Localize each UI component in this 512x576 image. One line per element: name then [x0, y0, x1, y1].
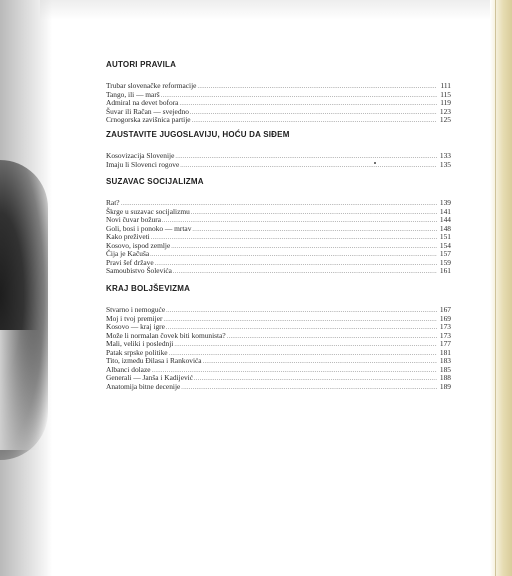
dot-leader [179, 100, 437, 109]
entry-page-number: 154 [439, 240, 451, 250]
entry-page-number: 148 [439, 223, 451, 233]
toc-entry [106, 383, 451, 392]
entry-page-number: 141 [439, 206, 451, 216]
entry-title: Kosovo, ispod zemlje [106, 240, 171, 250]
entry-page-number: 119 [440, 98, 451, 107]
dot-leader [227, 333, 437, 342]
dot-leader [171, 243, 437, 252]
entry-page-number: 125 [439, 115, 451, 124]
entry-page-number: 139 [439, 198, 451, 207]
entry-title: Šuvar ili Račan — svejedno [106, 106, 189, 116]
gutter-fade [0, 330, 40, 450]
entry-title: Crnogorska zavišnica partije [106, 115, 191, 124]
dot-leader [150, 251, 437, 260]
toc-entry [106, 225, 451, 234]
section-title: ZAUSTAVITE JUGOSLAVIJU, HOĆU DA SIĐEM [106, 130, 290, 139]
dot-leader [197, 83, 437, 92]
entry-title: Rat? [106, 198, 120, 207]
entry-page-number: 144 [439, 215, 451, 224]
dot-leader [192, 226, 437, 235]
entry-title: Albanci dolaze [106, 364, 151, 374]
entry-title: Stvarno i nemoguće [106, 305, 166, 314]
dot-leader [174, 341, 437, 350]
entry-page-number: 189 [439, 381, 451, 391]
entry-title: Škrge u suzavac socijalizmu [106, 206, 190, 216]
entry-page-number: 167 [439, 305, 451, 314]
entry-title: Moj i tvoj premijer [106, 313, 163, 323]
dot-leader [181, 384, 437, 393]
entry-page-number: 185 [439, 364, 451, 374]
entry-page-number: 135 [439, 159, 451, 169]
entry-title: Čija je Kačuša [106, 249, 150, 258]
entry-title: Može li normalan čovek biti komunista? [106, 330, 226, 340]
dot-leader [203, 358, 437, 367]
dot-leader [194, 375, 437, 384]
entry-page-number: 151 [439, 232, 451, 241]
dot-leader [163, 316, 437, 325]
top-shade [40, 0, 490, 20]
entry-page-number: 115 [440, 89, 451, 99]
entry-title: Anatomija bitne decenije [106, 381, 181, 391]
dot-leader [155, 260, 437, 269]
entry-title: Patak srpske politike [106, 347, 168, 357]
entry-title: Kako preživeti [106, 232, 150, 241]
entry-title: Kosovizacija Slovenije [106, 151, 175, 160]
entry-title: Pravi šef države [106, 257, 154, 267]
dot-leader [190, 109, 437, 118]
section-title: KRAJ BOLJŠEVIZMA [106, 284, 191, 293]
toc-section [106, 130, 451, 169]
page-edge-line [495, 0, 496, 576]
entry-page-number: 181 [439, 347, 451, 357]
dot-leader [161, 92, 437, 101]
dot-leader [180, 162, 437, 171]
entry-page-number: 169 [439, 313, 451, 323]
entry-title: Tito, između Đilasa i Rankovića [106, 356, 202, 365]
toc-entry [106, 242, 451, 251]
entry-page-number: 123 [439, 106, 451, 116]
dot-leader [162, 217, 437, 226]
toc-section [106, 60, 451, 125]
entry-page-number: 111 [440, 81, 451, 90]
toc-entry [106, 250, 451, 259]
entry-page-number: 157 [439, 249, 451, 258]
entry-title: Kosovo — kraj igre [106, 322, 165, 331]
entry-page-number: 161 [439, 266, 451, 275]
toc-entry [106, 161, 451, 170]
section-title: AUTORI PRAVILA [106, 60, 177, 69]
dot-leader [175, 153, 437, 162]
section-entries [106, 199, 451, 276]
section-entries [106, 306, 451, 391]
entry-page-number: 173 [439, 330, 451, 340]
page-edge [490, 0, 512, 576]
dot-leader [152, 367, 437, 376]
toc-entry [106, 357, 451, 366]
section-entries [106, 82, 451, 125]
section-title: SUZAVAC SOCIJALIZMA [106, 177, 204, 186]
entry-title: Tango, ili — marš [106, 89, 160, 99]
toc-entry [106, 267, 451, 276]
entry-page-number: 177 [439, 339, 451, 348]
entry-page-number: 133 [439, 151, 451, 160]
dot-leader [151, 234, 437, 243]
entry-page-number: 159 [439, 257, 451, 267]
entry-title: Trubar slovenačke reformacije [106, 81, 197, 90]
dot-leader [191, 209, 437, 218]
entry-title: Imaju li Slovenci rogove [106, 159, 180, 169]
entry-title: Goli, bosi i ponoko — mrtav [106, 223, 192, 233]
dot-leader [173, 268, 437, 277]
toc-section [106, 284, 451, 391]
dot-leader [169, 350, 437, 359]
toc-section [106, 177, 451, 276]
entry-page-number: 173 [439, 322, 451, 331]
dot-leader [166, 307, 437, 316]
dot-leader [192, 117, 437, 126]
toc-entry [106, 116, 451, 125]
entry-title: Samoubistvo Šolevića [106, 266, 172, 275]
entry-title: Novi čuvar božura [106, 215, 161, 224]
section-entries [106, 152, 451, 169]
entry-page-number: 183 [439, 356, 451, 365]
entry-page-number: 188 [439, 373, 451, 382]
entry-title: Generali — Janša i Kadijević [106, 373, 194, 382]
entry-title: Mali, veliki i poslednji [106, 339, 174, 348]
entry-title: Admiral na devet bofora [106, 98, 179, 107]
